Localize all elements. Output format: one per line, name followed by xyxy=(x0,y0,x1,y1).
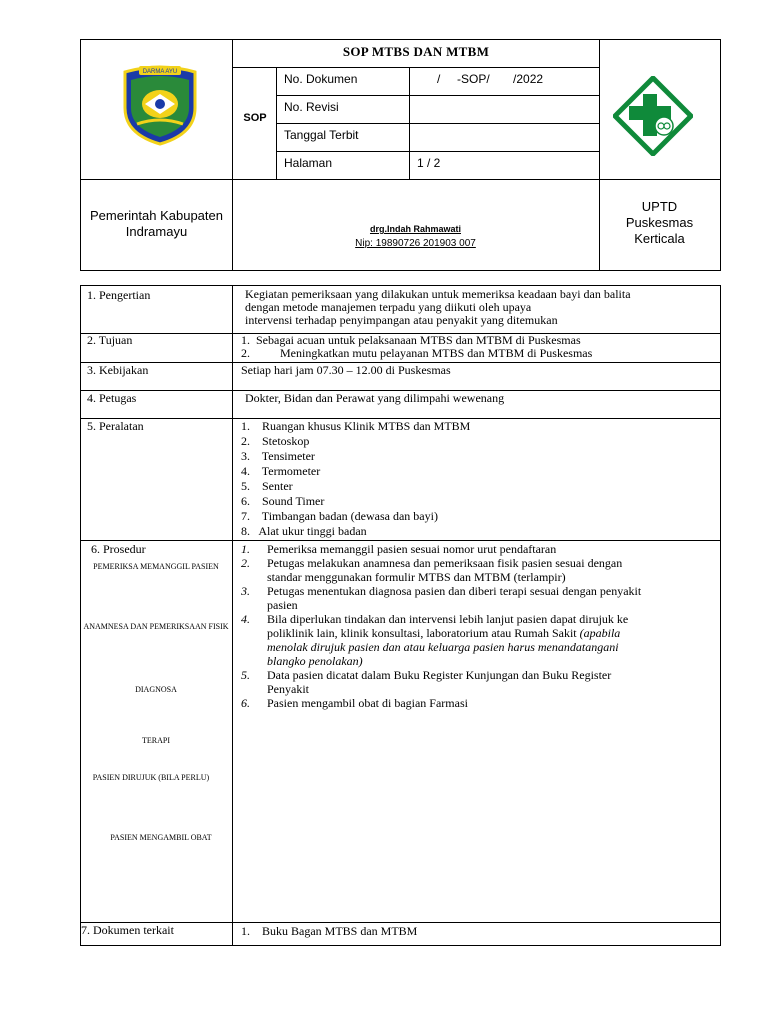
tujuan-item: 1. Sebagai acuan untuk pelaksanaan MTBS dan MTBM di Puskesmas xyxy=(241,333,581,347)
tujuan-item: 2. Meningkatkan mutu pelayanan MTBS dan MTBM di Puskesmas xyxy=(241,346,593,360)
step-line: Pemeriksa memanggil pasien sesuai nomor urut pendaftaran xyxy=(267,542,557,556)
flow-step-examination: ANAMNESA DAN PEMERIKSAAN FISIK xyxy=(83,622,229,631)
step-line: poliklinik lain, klinik konsultasi, laboratorium atau Rumah Sakit xyxy=(267,626,577,640)
peralatan-item: 1. Ruangan khusus Klinik MTBS dan MTBM xyxy=(241,419,471,433)
section-label-pengertian: 1. Pengertian xyxy=(87,288,151,302)
step-italic-tail: (apabila xyxy=(579,626,621,640)
step-number: 6. xyxy=(241,696,250,710)
health-cross-logo xyxy=(613,76,693,156)
section-label-peralatan: 5. Peralatan xyxy=(87,419,144,433)
peralatan-item: 7. Timbangan badan (dewasa dan bayi) xyxy=(241,509,438,523)
flow-step-therapy: TERAPI xyxy=(142,736,170,745)
step-line: Pasien mengambil obat di bagian Farmasi xyxy=(267,696,468,710)
page-value: 1 / 2 xyxy=(417,156,441,170)
sop-body-table xyxy=(80,285,721,946)
step-number: 5. xyxy=(241,668,250,682)
unit-name xyxy=(599,199,720,247)
step-line: Bila diperlukan tindakan dan intervensi lebih lanjut pasien dapat dirujuk ke xyxy=(267,612,629,626)
peralatan-item: 2. Stetoskop xyxy=(241,434,310,448)
dokumen-text: 1. Buku Bagan MTBS dan MTBM xyxy=(241,924,418,938)
logo-band-text: DARMA AYU xyxy=(142,69,178,75)
step-italic-line: menolak dirujuk pasien dan atau keluarga pasien harus menandatangani xyxy=(267,640,619,654)
regency-logo xyxy=(119,64,201,146)
peralatan-item: 6. Sound Timer xyxy=(241,494,325,508)
step-number: 1. xyxy=(241,542,250,556)
sop-label: SOP xyxy=(243,112,267,124)
revision-label: No. Revisi xyxy=(284,100,339,114)
pengertian-text xyxy=(245,288,715,327)
section-label-prosedur: 6. Prosedur xyxy=(91,542,146,556)
sop-header-table xyxy=(80,39,721,271)
step-line: Penyakit xyxy=(267,682,309,696)
section-label-dokumen: 7. Dokumen terkait xyxy=(81,923,174,937)
pengertian-line: intervensi terhadap penyimpangan atau penyakit yang ditemukan xyxy=(245,313,558,327)
peralatan-item: 4. Termometer xyxy=(241,464,321,478)
flow-step-referral: PASIEN DIRUJUK (BILA PERLU) xyxy=(92,773,210,782)
step-line: Petugas menentukan diagnosa pasien dan diberi terapi sesuai dengan penyakit xyxy=(267,584,642,598)
doc-number-value: / -SOP/ /2022 xyxy=(437,72,544,86)
step-line: Data pasien dicatat dalam Buku Register Kunjungan dan Buku Register xyxy=(267,668,612,682)
flow-step-medication: PASIEN MENGAMBIL OBAT xyxy=(110,833,212,842)
government-name: Pemerintah Kabupaten Indramayu xyxy=(90,208,223,239)
section-label-petugas: 4. Petugas xyxy=(87,391,137,405)
section-label-tujuan: 2. Tujuan xyxy=(87,333,133,347)
peralatan-item: 5. Senter xyxy=(241,479,293,493)
step-line: standar menggunakan formulir MTBS dan MTBM (terlampir) xyxy=(267,570,566,584)
flow-step-diagnosis: DIAGNOSA xyxy=(135,685,177,694)
peralatan-item: 8. Alat ukur tinggi badan xyxy=(241,524,367,538)
step-number: 2. xyxy=(241,556,250,570)
unit-line-3: Kerticala xyxy=(634,231,685,246)
signer-nip: Nip: 19890726 201903 007 xyxy=(355,238,476,249)
section-label-kebijakan: 3. Kebijakan xyxy=(87,363,149,377)
peralatan-item: 3. Tensimeter xyxy=(241,449,315,463)
page-label: Halaman xyxy=(284,156,333,170)
issue-date-label: Tanggal Terbit xyxy=(284,128,359,142)
kebijakan-text: Setiap hari jam 07.30 – 12.00 di Puskesmas xyxy=(241,363,451,377)
step-line: pasien xyxy=(267,598,298,612)
document-title: SOP MTBS DAN MTBM xyxy=(342,44,490,59)
step-number: 3. xyxy=(241,584,250,598)
flow-step-call-patient: PEMERIKSA MEMANGGIL PASIEN xyxy=(93,562,219,571)
signer-name: drg.Indah Rahmawati xyxy=(369,224,461,234)
unit-line-1: UPTD xyxy=(641,199,678,214)
petugas-text: Dokter, Bidan dan Perawat yang dilimpahi wewenang xyxy=(245,391,505,405)
step-italic-line: blangko penolakan) xyxy=(267,654,363,668)
unit-line-2: Puskesmas xyxy=(625,215,694,230)
pengertian-line: dengan metode manajemen terpadu yang diikuti oleh upaya xyxy=(245,300,532,314)
pengertian-line: Kegiatan pemeriksaan yang dilakukan untuk memeriksa keadaan bayi dan balita xyxy=(245,287,631,301)
step-number: 4. xyxy=(241,612,250,626)
doc-number-label: No. Dokumen xyxy=(284,72,358,86)
step-line: Petugas melakukan anamnesa dan pemeriksaan fisik pasien sesuai dengan xyxy=(267,556,623,570)
step-line-with-italic xyxy=(267,626,620,641)
